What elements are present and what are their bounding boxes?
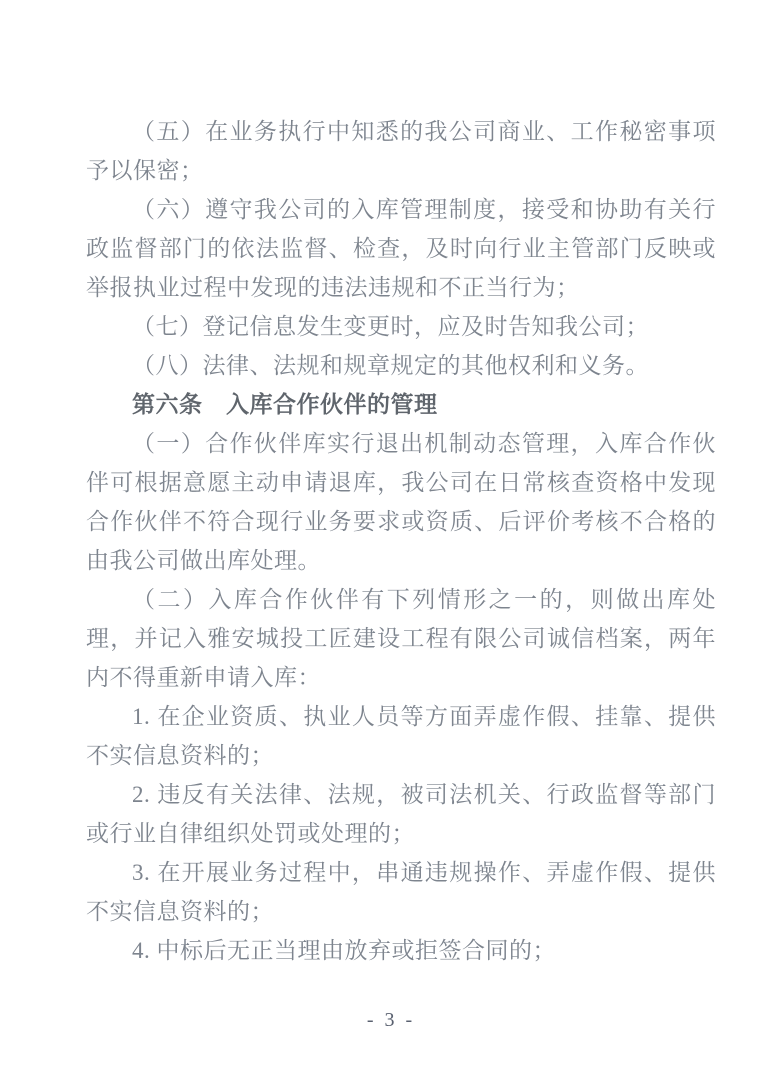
section-heading-article-6: 第六条 入库合作伙伴的管理 xyxy=(132,391,438,417)
paragraph-item-7: （七）登记信息发生变更时，应及时告知我公司； xyxy=(132,314,649,339)
paragraph-clause-1: （一）合作伙伴库实行退出机制动态管理，入库合作伙伴可根据意愿主动申请退库，我公司在日常核查资格中发现合作伙伴不符合现行业务要求或资质、后评价考核不合格的由我公司做出库处理。 xyxy=(86,431,716,573)
paragraph-list-item-2: 2. 违反有关法律、法规，被司法机关、行政监督等部门或行业自律组织处罚或处理的； xyxy=(86,782,716,846)
paragraph-list-item-4: 4. 中标后无正当理由放弃或拒签合同的； xyxy=(132,938,556,963)
paragraph-list-item-3: 3. 在开展业务过程中，串通违规操作、弄虚作假、提供不实信息资料的； xyxy=(86,860,716,924)
page-number: - 3 - xyxy=(366,1009,416,1031)
document-content xyxy=(86,112,716,970)
paragraph-clause-2: （二）入库合作伙伴有下列情形之一的，则做出库处理，并记入雅安城投工匠建设工程有限公司诚信档案，两年内不得重新申请入库： xyxy=(86,587,716,690)
paragraph-item-8: （八）法律、法规和规章规定的其他权利和义务。 xyxy=(132,353,649,378)
paragraph-list-item-1: 1. 在企业资质、执业人员等方面弄虚作假、挂靠、提供不实信息资料的； xyxy=(86,704,716,768)
paragraph-item-6: （六）遵守我公司的入库管理制度，接受和协助有关行政监督部门的依法监督、检查，及时向行业主管部门反映或举报执业过程中发现的违法违规和不正当行为； xyxy=(86,197,716,300)
paragraph-item-5: （五）在业务执行中知悉的我公司商业、工作秘密事项予以保密； xyxy=(86,119,716,183)
